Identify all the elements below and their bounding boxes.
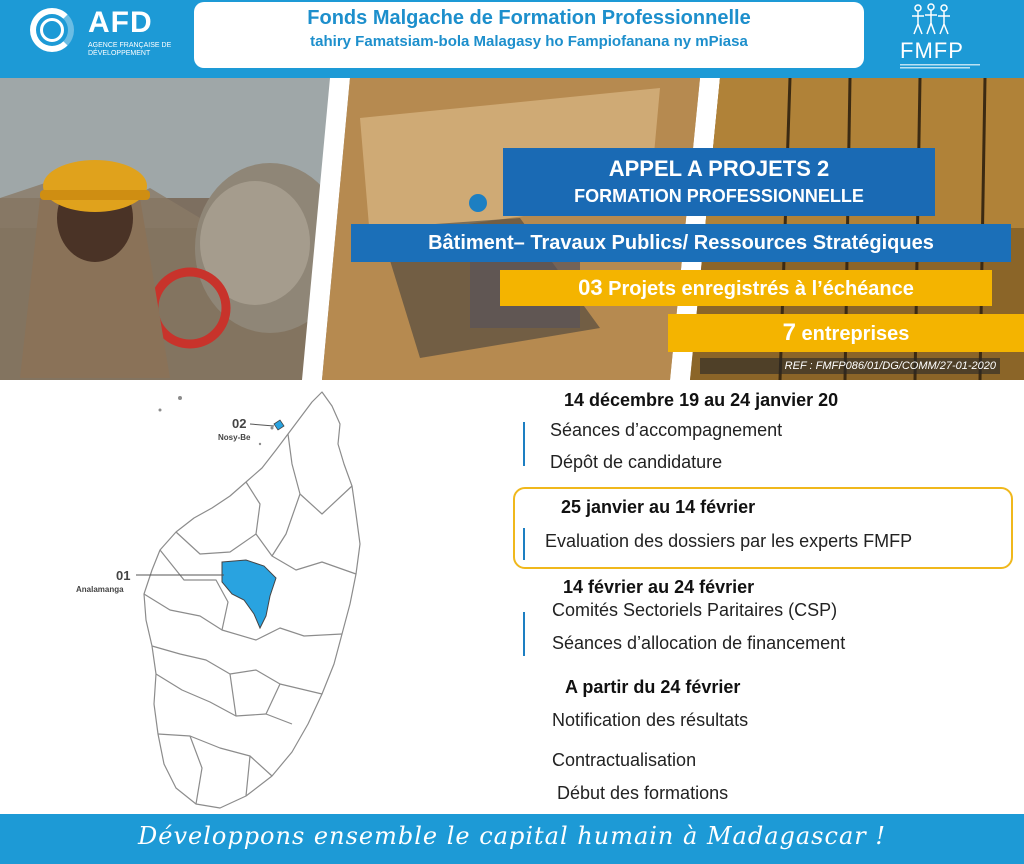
afd-ring-inner-icon	[40, 18, 64, 42]
page-title: Fonds Malgache de Formation Professionnelle	[307, 7, 751, 29]
region-name-analamanga: Analamanga	[76, 585, 124, 594]
timeline-bar-1	[523, 422, 525, 466]
timeline-item: Contractualisation	[552, 750, 697, 770]
sector-ribbon: Bâtiment– Travaux Publics/ Ressources Stratégiques	[351, 224, 1011, 262]
companies-label: entreprises	[801, 323, 910, 345]
region-number-nosy-be: 02	[232, 416, 247, 431]
timeline-date-1: 14 décembre 19 au 24 janvier 20	[564, 390, 839, 410]
afd-logo-text: AFD	[88, 6, 153, 39]
call-subtitle: FORMATION PROFESSIONNELLE	[574, 186, 864, 206]
timeline-date-2: 25 janvier au 14 février	[561, 497, 756, 517]
people-figures-icon	[908, 2, 954, 36]
timeline-date-4: A partir du 24 février	[565, 677, 741, 697]
timeline-item: Séances d’accompagnement	[550, 420, 783, 440]
region-number-analamanga: 01	[116, 568, 131, 583]
afd-logo	[30, 6, 190, 66]
footer-slogan: Développons ensemble le capital humain à Madagascar !	[138, 822, 886, 850]
footer-bar	[0, 814, 1024, 864]
timeline-item: Dépôt de candidature	[550, 452, 723, 472]
projects-label: Projets enregistrés à l’échéance	[608, 278, 914, 300]
madagascar-map	[60, 384, 400, 814]
page-subtitle: tahiry Famatsiam-bola Malagasy ho Fampiofanana ny mPiasa	[310, 33, 748, 50]
fmfp-logo	[888, 2, 988, 74]
fmfp-logo-text: FMFP	[900, 38, 964, 63]
reference-number: REF : FMFP086/01/DG/COMM/27-01-2020	[700, 358, 1000, 374]
timeline-bar-2	[523, 528, 525, 560]
photo-banner	[0, 78, 1024, 380]
nosy-be-island	[274, 420, 284, 430]
fmfp-tagline-lines	[900, 64, 980, 70]
companies-ribbon	[668, 314, 1024, 352]
timeline-item: Evaluation des dossiers par les experts FMFP	[545, 531, 913, 551]
call-for-projects-box	[503, 148, 935, 216]
call-title: APPEL A PROJETS 2	[608, 156, 830, 181]
timeline-item: Notification des résultats	[552, 710, 749, 730]
timeline-item: Début des formations	[557, 783, 729, 803]
region-name-nosy-be: Nosy-Be	[218, 433, 251, 442]
header-bar	[0, 0, 1024, 78]
projects-count: 03	[578, 275, 603, 300]
header-title-box	[194, 2, 864, 68]
timeline-item: Séances d’allocation de financement	[552, 633, 846, 653]
timeline-item: Comités Sectoriels Paritaires (CSP)	[552, 600, 838, 620]
projects-ribbon	[500, 270, 992, 306]
companies-count: 7	[782, 319, 796, 346]
afd-logo-subtitle: AGENCE FRANÇAISE DE DÉVELOPPEMENT	[88, 42, 172, 57]
timeline-bar-3	[523, 612, 525, 656]
timeline-date-3: 14 février au 24 février	[563, 577, 755, 597]
